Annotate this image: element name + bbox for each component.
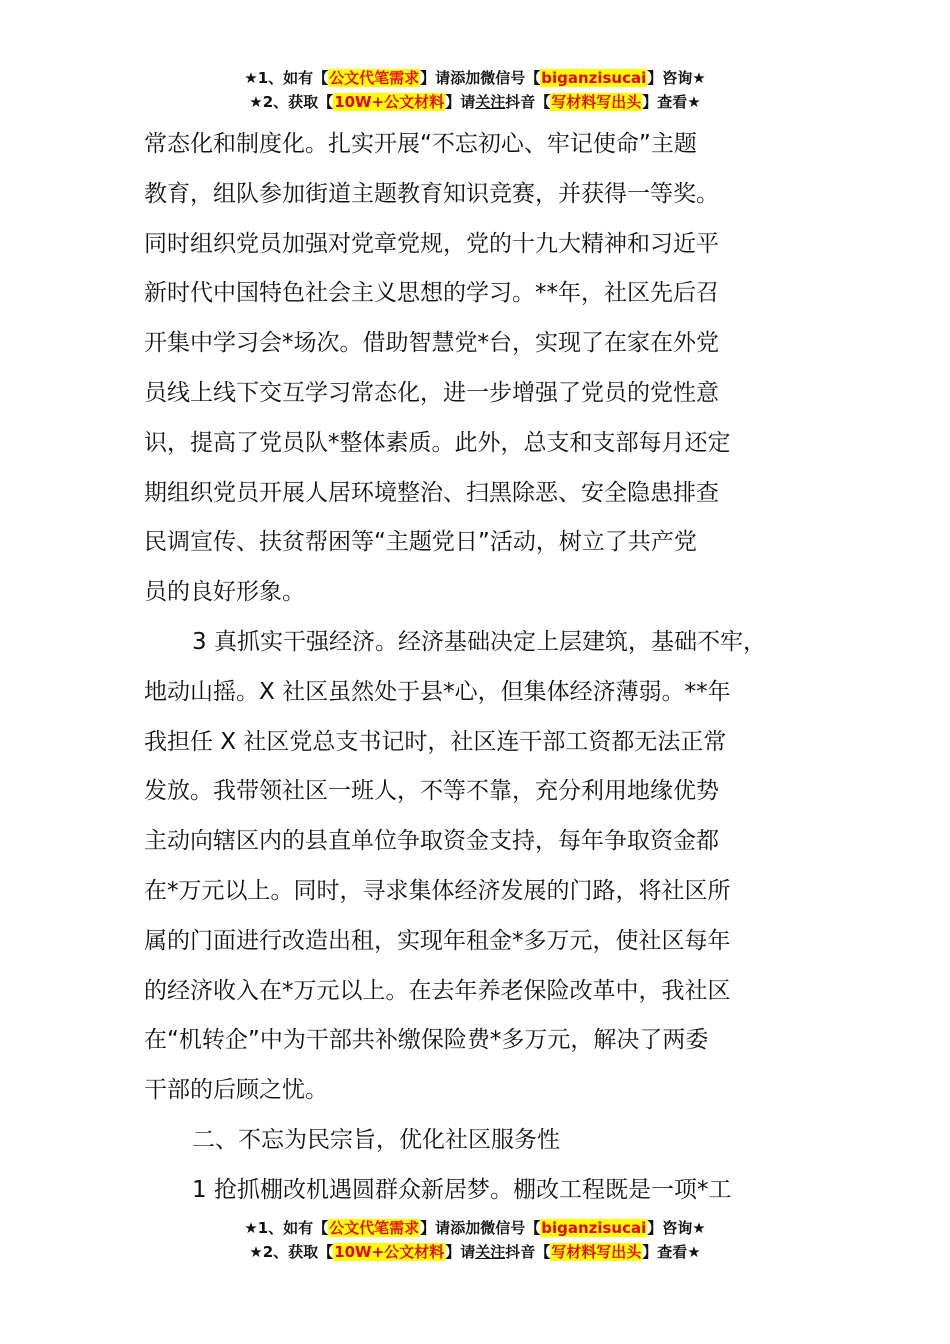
banner-line-1 [0, 1216, 950, 1240]
banner-line-2 [0, 1240, 950, 1264]
text-line: 在“机转企”中为干部共补缴保险费*多万元，解决了两委 [144, 1027, 709, 1054]
banner-emphasis: 添加 [450, 69, 481, 87]
banner-text: 】请 [420, 1219, 451, 1237]
banner-line-1 [0, 66, 950, 90]
text-line: 地动山摇。X 社区虽然处于县*心，但集体经济薄弱。**年 [144, 678, 731, 705]
text-line: 员的良好形象。 [144, 579, 305, 606]
text-line: 1 抢抓棚改机遇圆群众新居梦。棚改工程既是一项*工 [192, 1176, 732, 1203]
text-line: 期组织党员开展人居环境整治、扫黑除恶、安全隐患排查 [144, 479, 719, 506]
banner-text: 微信号【 [480, 69, 541, 87]
banner-emphasis: 添加 [450, 1219, 481, 1237]
banner-text: 】咨询★ [647, 1219, 706, 1237]
document-body [144, 120, 834, 1216]
text-line: 员线上线下交互学习常态化，进一步增强了党员的党性意 [144, 379, 719, 406]
section-heading: 二、不忘为民宗旨，优化社区服务性 [192, 1126, 560, 1153]
banner-text: 】咨询★ [647, 69, 706, 87]
text-line: 发放。我带领社区一班人，不等不靠，充分利用地缘优势 [144, 778, 719, 805]
text-line: 干部的后顾之忧。 [144, 1077, 328, 1104]
text-line: 识，提高了党员队*整体素质。此外，总支和支部每月还定 [144, 429, 731, 456]
highlight-tag: biganzisucai [541, 1219, 647, 1237]
highlight-tag: 公文代笔需求 [329, 1219, 420, 1237]
banner-text: 抖音【 [505, 1243, 551, 1261]
banner-text: ★2、获取【 [249, 1243, 334, 1261]
banner-text: 】请 [445, 93, 476, 111]
text-line: 我担任 X 社区党总支书记时，社区连干部工资都无法正常 [144, 728, 727, 755]
banner-text: 】请 [445, 1243, 476, 1261]
highlight-tag: biganzisucai [541, 69, 647, 87]
banner-text: 】查看★ [642, 1243, 701, 1261]
banner-text: ★1、如有【 [244, 1219, 329, 1237]
bottom-banner [0, 1216, 950, 1264]
text-line: 常态化和制度化。扎实开展“不忘初心、牢记使命”主题 [144, 131, 697, 157]
text-line: 3 真抓实干强经济。经济基础决定上层建筑，基础不牢， [192, 628, 766, 655]
highlight-tag: 公文代笔需求 [329, 69, 420, 87]
banner-text: ★2、获取【 [249, 93, 334, 111]
text-line: 民调宣传、扶贫帮困等“主题党日”活动，树立了共产党 [144, 529, 697, 556]
banner-text: 微信号【 [480, 1219, 541, 1237]
highlight-tag: 10W+公文材料 [334, 1243, 445, 1261]
text-line: 在*万元以上。同时，寻求集体经济发展的门路，将社区所 [144, 877, 731, 904]
text-line: 开集中学习会*场次。借助智慧党*台，实现了在家在外党 [144, 330, 719, 357]
highlight-tag: 写材料写出头 [551, 93, 642, 111]
highlight-tag: 10W+公文材料 [334, 93, 445, 111]
text-line: 的经济收入在*万元以上。在去年养老保险改革中，我社区 [144, 977, 731, 1004]
banner-text: ★1、如有【 [244, 69, 329, 87]
banner-line-2 [0, 90, 950, 114]
text-line: 主动向辖区内的县直单位争取资金支持，每年争取资金都 [144, 828, 719, 855]
banner-text: 】查看★ [642, 93, 701, 111]
banner-text: 】请 [420, 69, 451, 87]
text-line: 教育，组队参加街道主题教育知识竞赛，并获得一等奖。 [144, 180, 719, 207]
banner-emphasis: 关注 [475, 1243, 506, 1261]
text-line: 属的门面进行改造出租，实现年租金*多万元，使社区每年 [144, 927, 731, 954]
text-line: 新时代中国特色社会主义思想的学习。**年，社区先后召 [144, 280, 719, 307]
top-banner [0, 66, 950, 114]
text-line: 同时组织党员加强对党章党规，党的十九大精神和习近平 [144, 230, 719, 257]
banner-emphasis: 关注 [475, 93, 506, 111]
banner-text: 抖音【 [505, 93, 551, 111]
paragraph-1 [144, 120, 834, 618]
highlight-tag: 写材料写出头 [551, 1243, 642, 1261]
paragraph-2 [144, 618, 834, 1116]
